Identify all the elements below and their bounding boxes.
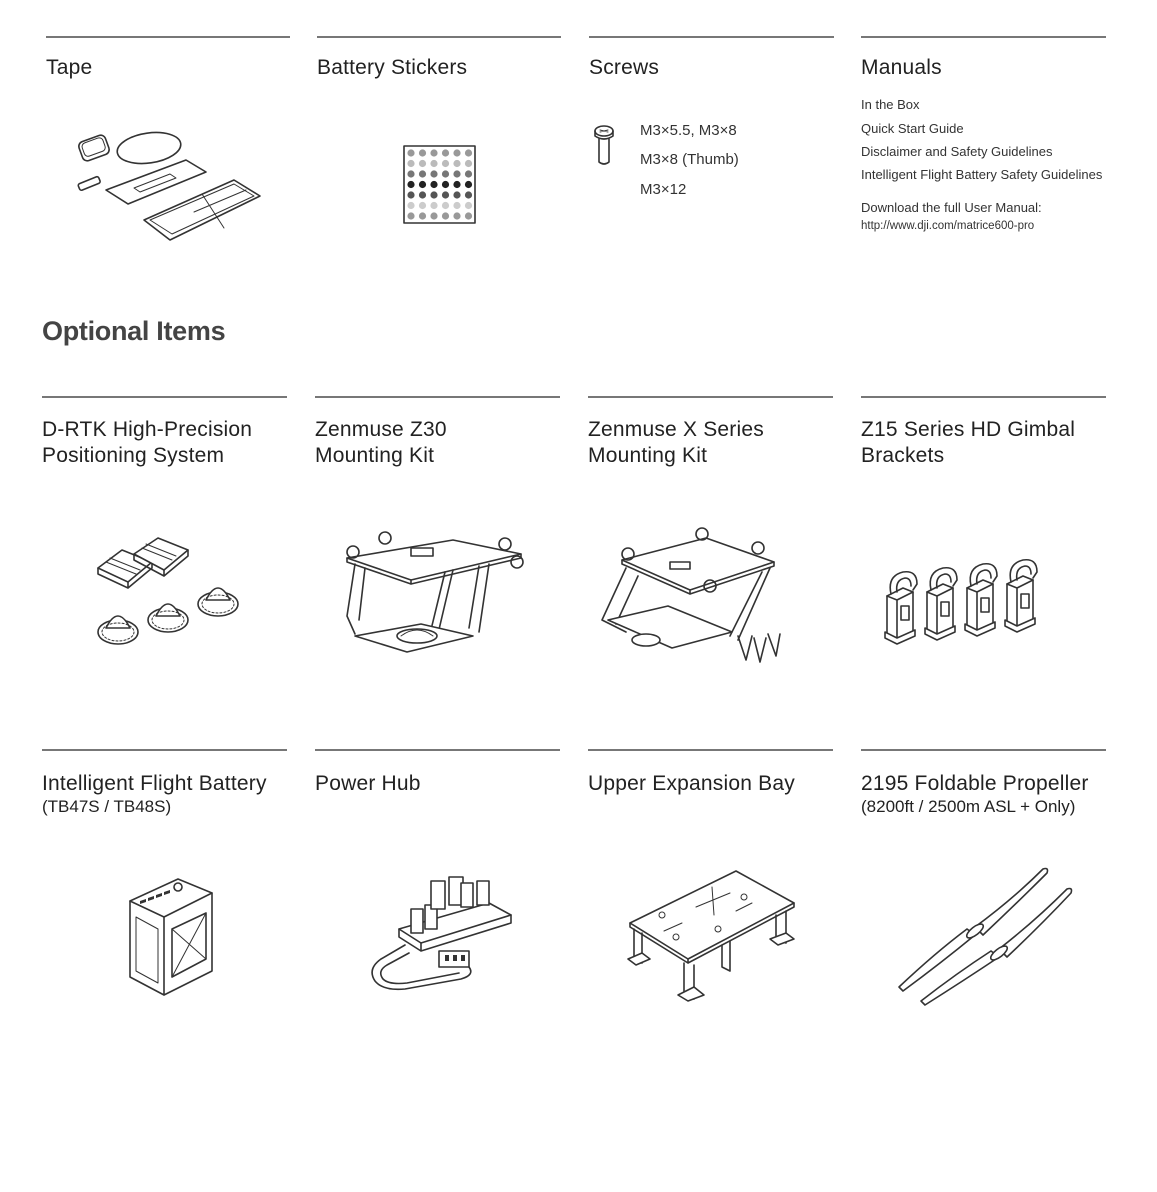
manual-title: Disclaimer and Safety Guidelines (861, 144, 1053, 159)
sticker-dot (442, 170, 449, 177)
download-label: Download the full User Manual: (861, 200, 1042, 215)
sticker-dot (407, 181, 414, 188)
optional-item-z30-mounting-kit (315, 396, 560, 696)
power-hub-illustration (365, 873, 515, 999)
sticker-dot (407, 212, 414, 219)
optional-item-x-series-mounting-kit (588, 396, 833, 696)
sticker-dot (465, 202, 472, 209)
gimbal-bracket (885, 572, 917, 644)
sticker-dot (419, 160, 426, 167)
sticker-dot (442, 191, 449, 198)
item-subtitle: (8200ft / 2500m ASL + Only) (861, 797, 1076, 816)
item-screws (589, 36, 834, 266)
sticker-dot (465, 212, 472, 219)
d-rtk-illustration (96, 540, 246, 654)
optional-item-power-hub (315, 749, 560, 1049)
item-title-line-2: Positioning System (42, 444, 225, 467)
item-title: Power Hub (315, 772, 421, 795)
sticker-dot (453, 202, 460, 209)
item-battery-stickers (317, 36, 561, 266)
sticker-dot (453, 181, 460, 188)
sticker-dot (407, 160, 414, 167)
item-tape (46, 36, 290, 266)
item-title: 2195 Foldable Propeller (861, 772, 1089, 795)
tape-pads-illustration (74, 132, 264, 247)
divider (861, 396, 1106, 398)
sticker-dot (407, 149, 414, 156)
sticker-dot (419, 149, 426, 156)
sticker-dot (430, 149, 437, 156)
battery-sticker-sheet-illustration (403, 145, 477, 225)
z30-mounting-kit-illustration (341, 528, 527, 664)
screw-spec: M3×8 (Thumb) (640, 151, 739, 168)
item-title-line-1: Zenmuse Z30 (315, 418, 447, 441)
divider (861, 36, 1106, 38)
manual-title: Intelligent Flight Battery Safety Guidelines (861, 167, 1103, 182)
item-title: Tape (46, 56, 93, 79)
item-title-line-2: Brackets (861, 444, 945, 467)
item-title: Manuals (861, 56, 942, 79)
x-series-mounting-kit-illustration (598, 524, 784, 668)
upper-expansion-bay-illustration (626, 867, 798, 1003)
manual-title: In the Box (861, 97, 920, 112)
item-manuals (861, 36, 1106, 266)
sticker-dot (465, 170, 472, 177)
optional-item-flight-battery (42, 749, 287, 1049)
screw-illustration (592, 124, 616, 168)
sticker-dot (453, 212, 460, 219)
divider (46, 36, 290, 38)
sticker-dot (419, 212, 426, 219)
sticker-dot (453, 170, 460, 177)
divider (315, 749, 560, 751)
item-title: Upper Expansion Bay (588, 772, 795, 795)
item-subtitle: (TB47S / TB48S) (42, 797, 172, 816)
sticker-dot (465, 149, 472, 156)
sticker-dot (442, 149, 449, 156)
manual-title: Quick Start Guide (861, 121, 964, 136)
z15-gimbal-brackets-illustration (883, 556, 1051, 640)
sticker-dot (430, 181, 437, 188)
sticker-dot (442, 181, 449, 188)
optional-item-d-rtk (42, 396, 287, 696)
divider (588, 749, 833, 751)
optional-item-z15-gimbal-brackets (861, 396, 1106, 696)
divider (861, 749, 1106, 751)
sticker-dot (419, 181, 426, 188)
sticker-dot (453, 191, 460, 198)
sticker-dot (407, 191, 414, 198)
sticker-dot (442, 212, 449, 219)
sticker-dot (465, 181, 472, 188)
item-title-line-1: D-RTK High-Precision (42, 418, 253, 441)
sticker-dot (465, 191, 472, 198)
sticker-dot (442, 202, 449, 209)
gimbal-bracket (965, 564, 997, 636)
gimbal-bracket (925, 568, 957, 640)
item-title: Screws (589, 56, 660, 79)
sticker-dot (453, 160, 460, 167)
sticker-dot (419, 170, 426, 177)
item-title: Battery Stickers (317, 56, 468, 79)
divider (588, 396, 833, 398)
sticker-dot (419, 202, 426, 209)
gimbal-bracket (1005, 560, 1037, 632)
divider (315, 396, 560, 398)
item-title-line-2: Mounting Kit (588, 444, 708, 467)
foldable-propeller-illustration (895, 863, 1077, 1007)
divider (589, 36, 834, 38)
sticker-dot (465, 160, 472, 167)
sticker-dot (407, 170, 414, 177)
sticker-dot (430, 170, 437, 177)
optional-item-foldable-propeller (861, 749, 1106, 1049)
divider (317, 36, 561, 38)
screw-spec: M3×12 (640, 181, 687, 198)
optional-item-upper-expansion-bay (588, 749, 833, 1049)
divider (42, 396, 287, 398)
divider (42, 749, 287, 751)
sticker-dot (453, 149, 460, 156)
sticker-dot (442, 160, 449, 167)
item-title-line-1: Z15 Series HD Gimbal (861, 418, 1076, 441)
screw-spec: M3×5.5, M3×8 (640, 122, 737, 139)
item-title-line-1: Zenmuse X Series (588, 418, 764, 441)
sticker-dot (430, 191, 437, 198)
section-heading: Optional Items (42, 316, 226, 346)
sticker-dot (430, 202, 437, 209)
sticker-dot (430, 160, 437, 167)
item-title-line-2: Mounting Kit (315, 444, 435, 467)
sticker-dot (430, 212, 437, 219)
download-link[interactable]: http://www.dji.com/matrice600-pro (861, 220, 1035, 232)
flight-battery-illustration (126, 873, 218, 997)
sticker-dot (407, 202, 414, 209)
sticker-dot (419, 191, 426, 198)
item-title: Intelligent Flight Battery (42, 772, 267, 795)
